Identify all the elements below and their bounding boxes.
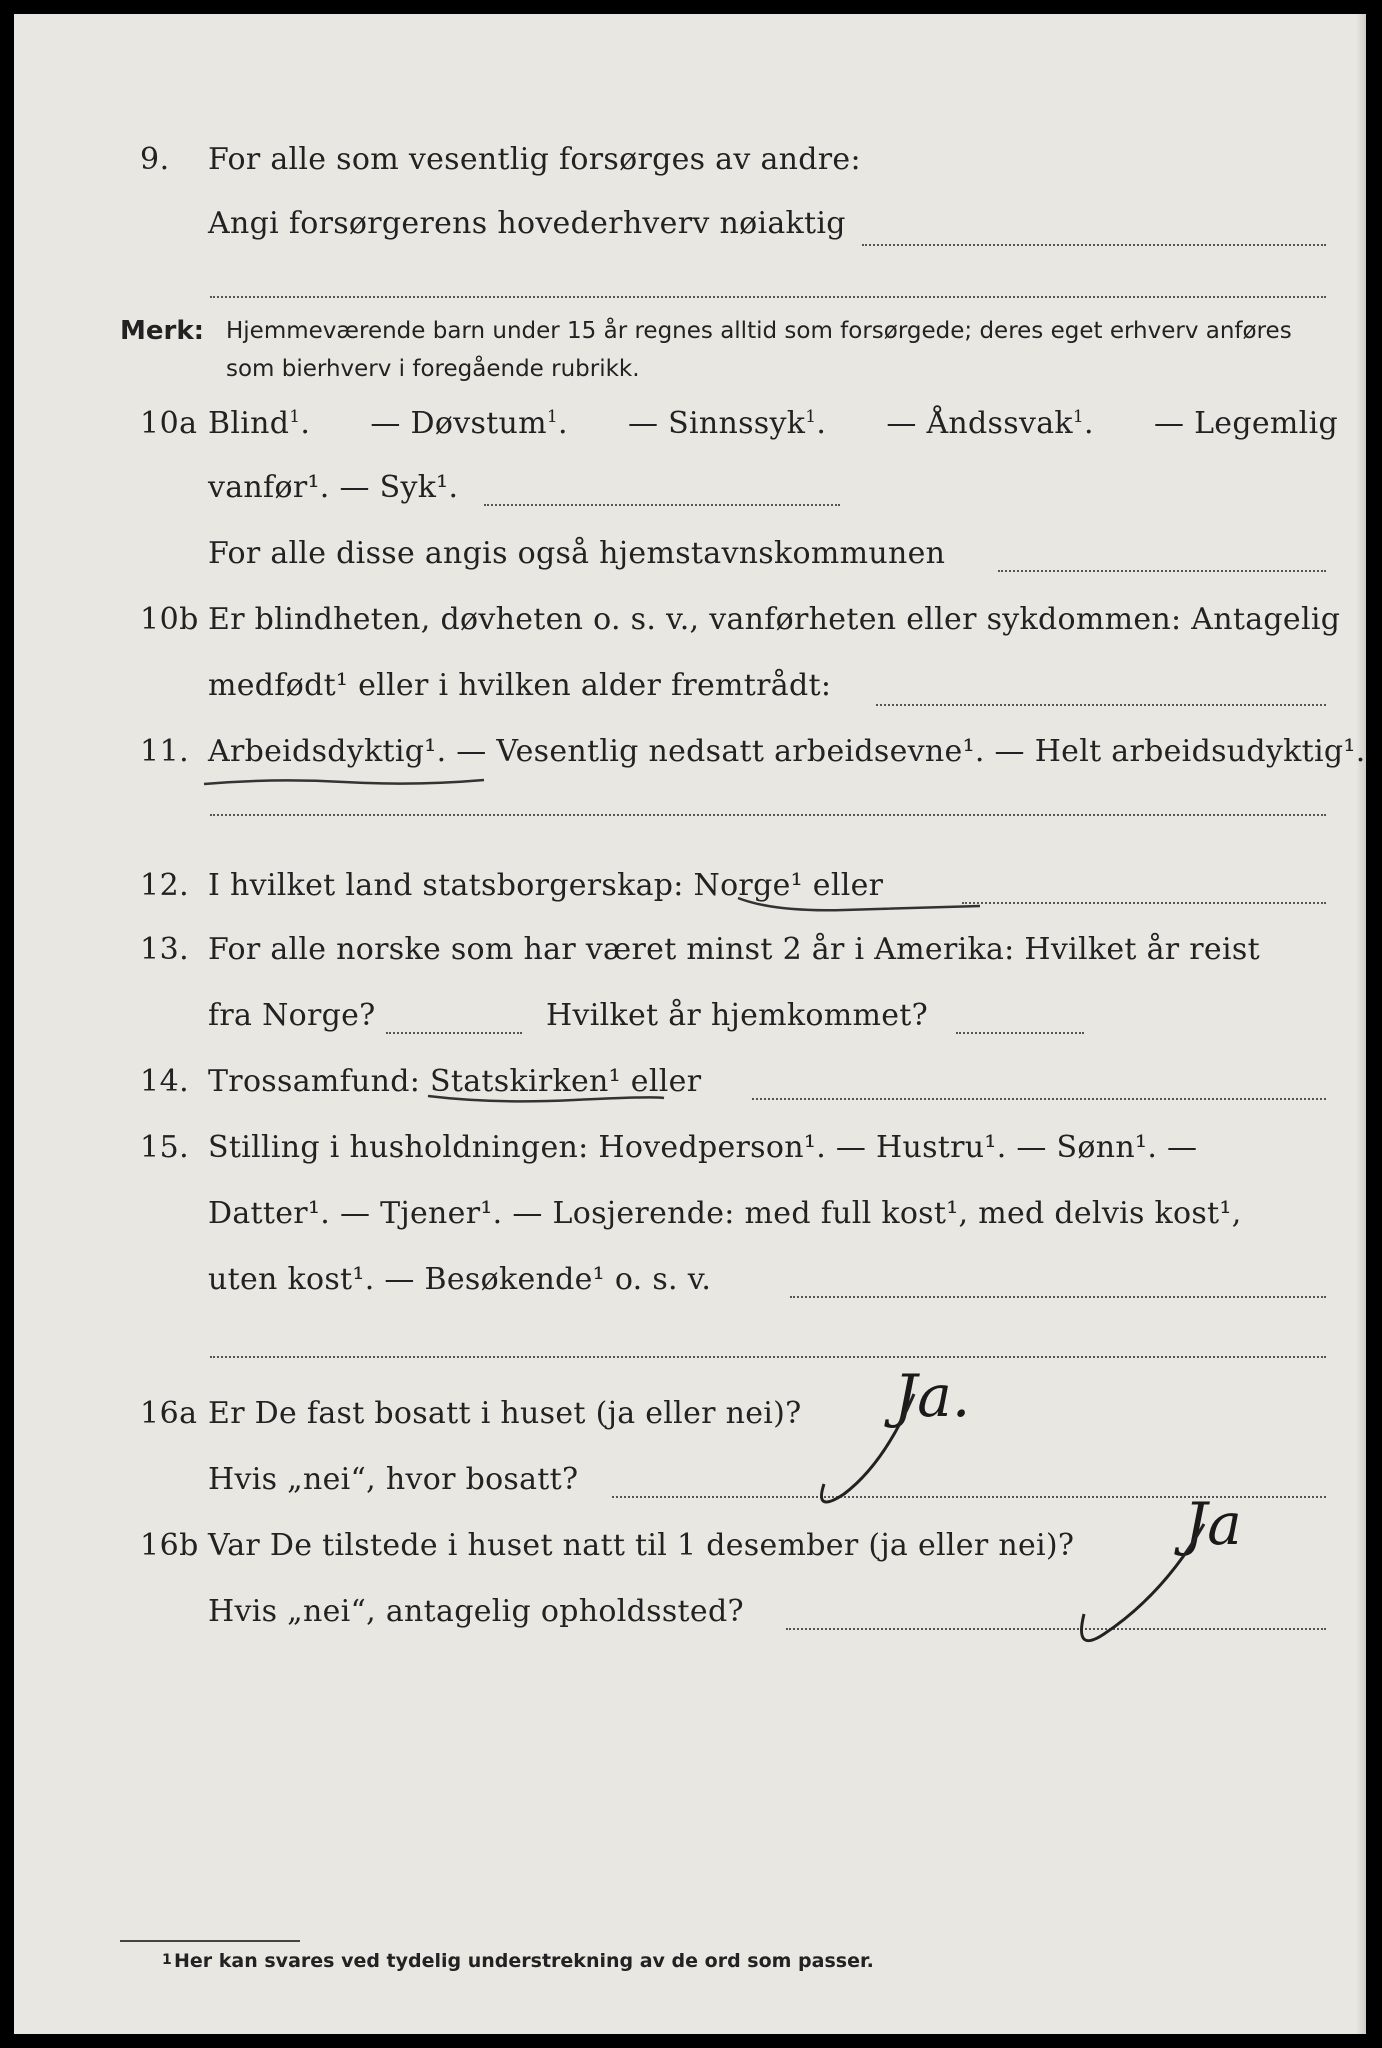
q14-line1: Trossamfund: Statskirken¹ eller <box>208 1064 702 1099</box>
merk-label: Merk: <box>120 316 205 346</box>
q10a-blind: Blind$^1$. <box>208 406 311 441</box>
q12-line1: I hvilket land statsborgerskap: Norge¹ eller <box>208 868 884 903</box>
merk-text: Hjemmeværende barn under 15 år regnes alltid som forsørgede; deres eget erhverv anføres som bierhverv i foregående rubrikk. <box>226 318 1292 382</box>
q15-number: 15. <box>140 1130 190 1165</box>
q16b-line1: Var De tilstede i huset natt til 1 desember (ja eller nei)? <box>208 1528 1075 1563</box>
q13-line2a: fra Norge? <box>208 998 376 1033</box>
q16a-line2: Hvis „nei“, hvor bosatt? <box>208 1462 579 1497</box>
q16a-line1: Er De fast bosatt i huset (ja eller nei)? <box>208 1396 802 1431</box>
handwritten-marks <box>14 14 1366 2034</box>
q10a-sinnssyk: — Sinnssyk$^1$. <box>627 406 827 441</box>
q16b-line2: Hvis „nei“, antagelig opholdssted? <box>208 1594 744 1629</box>
underline-norge <box>738 898 980 910</box>
underline-statskirken <box>428 1096 664 1101</box>
q12-number: 12. <box>140 868 190 903</box>
q13-line2b: Hvilket år hjemkommet? <box>546 998 929 1033</box>
q9-number: 9. <box>140 142 170 177</box>
q16b-handwritten-answer: Ja <box>1184 1490 1242 1558</box>
q10b-line2: medfødt¹ eller i hvilken alder fremtrådt: <box>208 668 832 703</box>
q10a-number: 10a <box>140 406 198 441</box>
q10a-legemlig: — Legemlig <box>1153 406 1338 441</box>
q16b-number: 16b <box>140 1528 199 1563</box>
footnote-rule <box>120 1940 300 1942</box>
q10b-line1: Er blindheten, døvheten o. s. v., vanførheten eller sykdommen: Antagelig <box>208 602 1341 637</box>
footnote-text: Her kan svares ved tydelig understrekning av de ord som passer. <box>174 1950 874 1972</box>
census-form-page <box>14 14 1366 2034</box>
q11-number: 11. <box>140 734 190 769</box>
q15-line3: uten kost¹. — Besøkende¹ o. s. v. <box>208 1262 712 1297</box>
q15-line2: Datter¹. — Tjener¹. — Losjerende: med full kost¹, med delvis kost¹, <box>208 1196 1242 1231</box>
q9-line2: Angi forsørgerens hovederhverv nøiaktig <box>208 206 846 241</box>
ja-stroke-16b <box>1082 1524 1205 1641</box>
q13-number: 13. <box>140 932 190 967</box>
q10a-line2: vanfør¹. — Syk¹. <box>208 470 459 505</box>
q10a-andssvak: — Åndssvak$^1$. <box>886 406 1094 441</box>
q11-line1: Arbeidsdyktig¹. — Vesentlig nedsatt arbeidsevne¹. — Helt arbeidsudyktig¹. <box>208 734 1366 769</box>
ja-stroke-16a <box>822 1394 915 1502</box>
q16a-number: 16a <box>140 1396 198 1431</box>
q10b-number: 10b <box>140 602 199 637</box>
q16a-handwritten-answer: Ja. <box>894 1362 971 1430</box>
q15-line1: Stilling i husholdningen: Hovedperson¹. — Hustru¹. — Sønn¹. — <box>208 1130 1198 1165</box>
q10a-dovstum: — Døvstum$^1$. <box>370 406 568 441</box>
underline-arbeidsdyktig <box>204 780 484 784</box>
q14-number: 14. <box>140 1064 190 1099</box>
footnote-mark: 1 <box>162 1952 172 1968</box>
q10a-line3: For alle disse angis også hjemstavnskommunen <box>208 536 946 571</box>
q13-line1: For alle norske som har været minst 2 år i Amerika: Hvilket år reist <box>208 932 1260 967</box>
q9-line1: For alle som vesentlig forsørges av andre: <box>208 142 861 177</box>
